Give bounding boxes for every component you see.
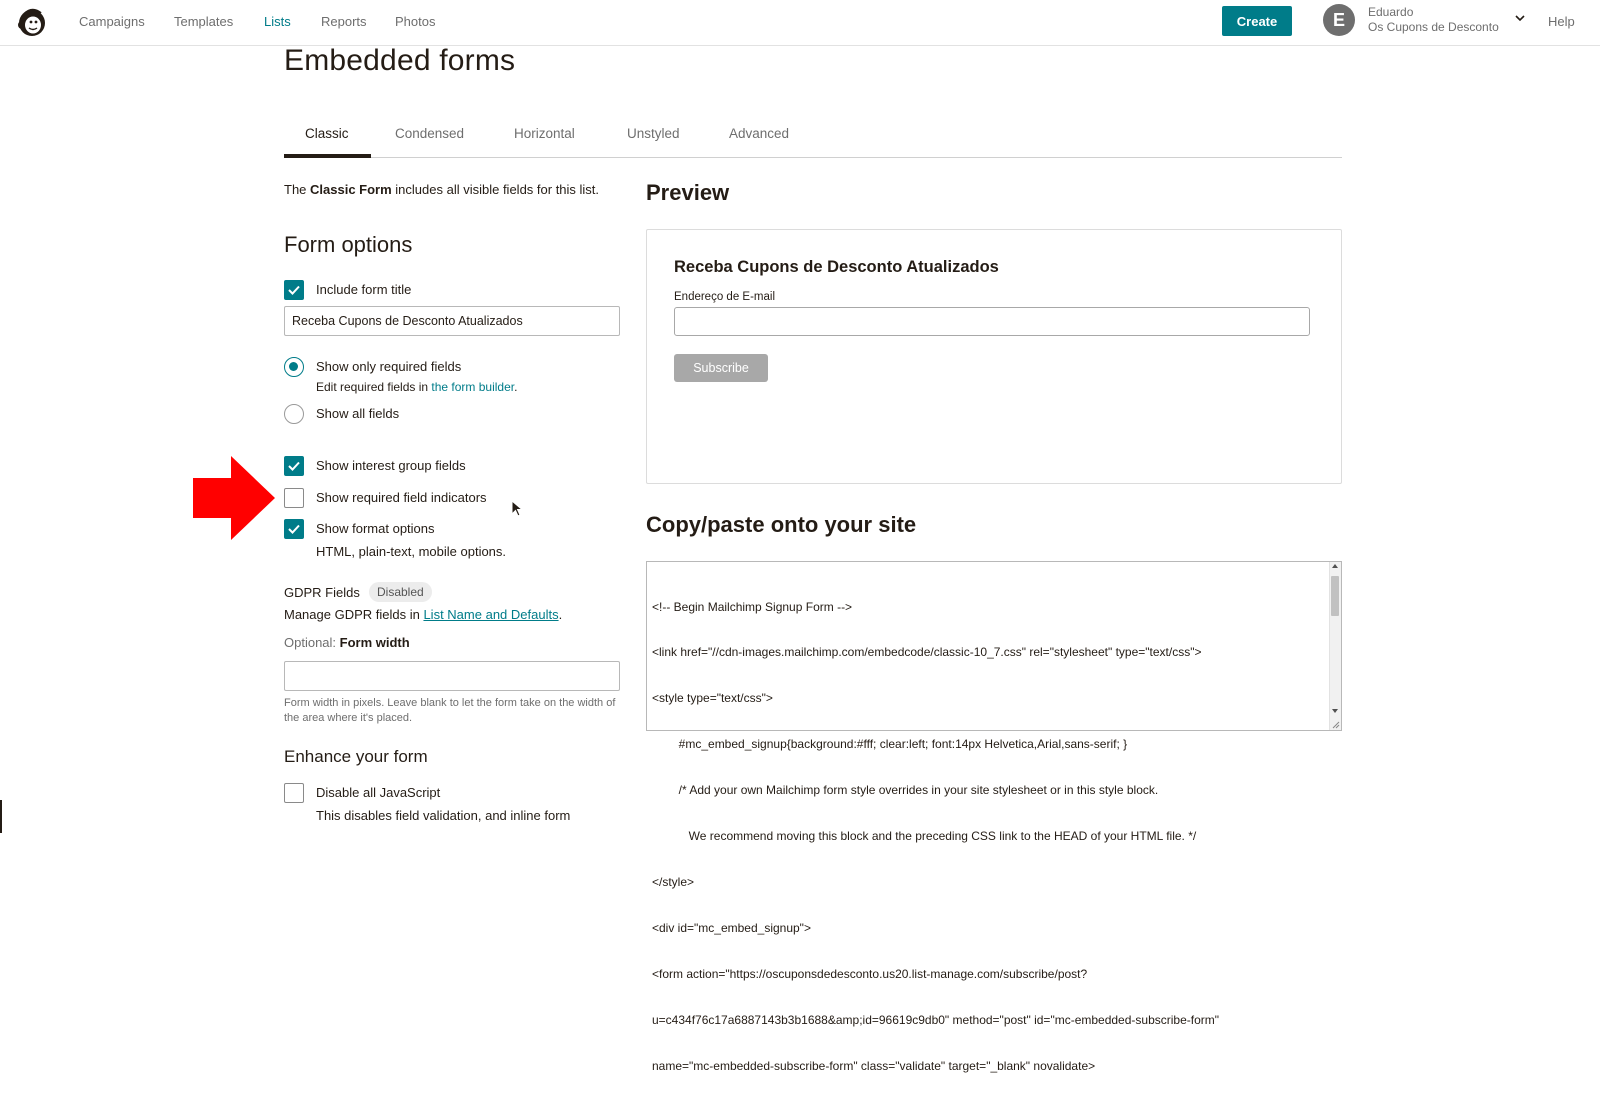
tab-unstyled[interactable]: Unstyled: [627, 126, 680, 141]
preview-email-label: Endereço de E-mail: [674, 291, 775, 303]
form-width-label: Optional: Form width: [284, 635, 410, 650]
code-line: </style>: [652, 874, 695, 889]
form-width-input[interactable]: [284, 661, 620, 691]
top-navigation: [0, 0, 1600, 46]
disable-js-checkbox[interactable]: [284, 783, 304, 803]
interest-groups-checkbox[interactable]: [284, 456, 304, 476]
list-name-defaults-link[interactable]: List Name and Defaults: [423, 607, 559, 622]
mouse-cursor-icon: [511, 500, 523, 518]
show-all-label[interactable]: Show all fields: [316, 406, 400, 421]
form-preview: [646, 229, 1342, 484]
code-scrollbar[interactable]: [1329, 562, 1341, 730]
include-title-label[interactable]: Include form title: [316, 282, 412, 297]
gdpr-label: GDPR Fields: [284, 585, 360, 600]
tab-condensed[interactable]: Condensed: [395, 126, 465, 141]
status-badge: Disabled: [369, 582, 432, 602]
nav-campaigns[interactable]: Campaigns: [79, 14, 145, 29]
embed-code[interactable]: [652, 569, 1322, 1104]
code-line: <link href="//cdn-images.mailchimp.com/embedcode/classic-10_7.css" rel="stylesheet" type="text/css">: [652, 645, 1202, 660]
format-options-checkbox[interactable]: [284, 519, 304, 539]
code-line: #mc_embed_signup{background:#fff; clear:left; font:14px Helvetica,Arial,sans-serif; }: [652, 737, 1128, 752]
code-line: <form action="https://oscuponsdedesconto.us20.list-manage.com/subscribe/post?: [652, 966, 1088, 981]
code-line: /* Add your own Mailchimp form style overrides in your site stylesheet or in this style block.: [652, 783, 1159, 798]
scroll-up-icon[interactable]: [1332, 564, 1338, 568]
mailchimp-logo-icon[interactable]: [14, 4, 50, 40]
gdpr-manage-text: Manage GDPR fields in List Name and Defaults.: [284, 607, 563, 622]
code-line: We recommend moving this block and the preceding CSS link to the HEAD of your HTML file. */: [652, 829, 1197, 844]
disable-js-note: This disables field validation, and inline form: [316, 808, 571, 823]
code-line: name="mc-embedded-subscribe-form" class="validate" target="_blank" novalidate>: [652, 1058, 1096, 1073]
nav-photos[interactable]: Photos: [395, 14, 436, 29]
page-title: Embedded forms: [284, 44, 516, 77]
form-title-input[interactable]: [284, 306, 620, 336]
red-arrow-icon: [193, 456, 277, 540]
active-tab-indicator: [284, 154, 371, 158]
interest-groups-label[interactable]: Show interest group fields: [316, 458, 466, 473]
code-line: <style type="text/css">: [652, 691, 773, 706]
tab-horizontal[interactable]: Horizontal: [514, 126, 575, 141]
preview-form-title: Receba Cupons de Desconto Atualizados: [674, 258, 999, 276]
format-options-note: HTML, plain-text, mobile options.: [316, 544, 507, 559]
form-width-hint: Form width in pixels. Leave blank to let the form take on the width of the area where it's placed.: [284, 697, 616, 724]
scroll-thumb[interactable]: [1331, 576, 1339, 616]
enhance-heading: Enhance your form: [284, 747, 428, 766]
preview-email-field[interactable]: [674, 307, 1310, 336]
preview-subscribe-button[interactable]: Subscribe: [674, 354, 768, 382]
show-required-label[interactable]: Show only required fields: [316, 359, 462, 374]
checkmark-icon: [288, 461, 300, 471]
code-line: u=c434f76c17a6887143b3b1688&amp;id=96619c9db0" method="post" id="mc-embedded-subscribe-form": [652, 1012, 1220, 1027]
show-all-radio[interactable]: [284, 404, 304, 424]
tab-advanced[interactable]: Advanced: [729, 126, 790, 141]
show-required-radio[interactable]: [284, 357, 304, 377]
avatar[interactable]: E: [1323, 4, 1355, 36]
form-type-tabs: [284, 118, 1342, 158]
window-edge: [0, 800, 2, 833]
required-indicators-label[interactable]: Show required field indicators: [316, 490, 487, 505]
embed-code-textarea[interactable]: [646, 561, 1342, 1073]
code-line: <!-- Begin Mailchimp Signup Form -->: [652, 599, 853, 614]
nav-reports[interactable]: Reports: [321, 14, 367, 29]
account-name[interactable]: Eduardo: [1368, 5, 1414, 19]
nav-lists[interactable]: Lists: [264, 14, 291, 29]
code-line: <div id="mc_embed_signup">: [652, 920, 811, 935]
form-options-heading: Form options: [284, 232, 413, 257]
resize-grip-icon[interactable]: [1330, 719, 1340, 729]
disable-js-label[interactable]: Disable all JavaScript: [316, 785, 441, 800]
preview-heading: Preview: [646, 180, 730, 205]
form-builder-link[interactable]: the form builder: [431, 380, 515, 394]
intro-text: The Classic Form includes all visible fields for this list.: [284, 182, 600, 197]
checkmark-icon: [288, 285, 300, 295]
nav-templates[interactable]: Templates: [174, 14, 234, 29]
checkmark-icon: [288, 524, 300, 534]
format-options-label[interactable]: Show format options: [316, 521, 435, 536]
account-org[interactable]: Os Cupons de Desconto: [1368, 20, 1499, 34]
help-link[interactable]: Help: [1548, 14, 1575, 29]
tab-classic[interactable]: Classic: [305, 126, 349, 141]
required-indicators-checkbox[interactable]: [284, 488, 304, 508]
show-required-note: Edit required fields in the form builder.: [316, 380, 518, 394]
chevron-down-icon[interactable]: [1514, 12, 1526, 24]
scroll-down-icon[interactable]: [1332, 709, 1338, 713]
copy-heading: Copy/paste onto your site: [646, 512, 917, 537]
include-title-checkbox[interactable]: [284, 280, 304, 300]
create-button[interactable]: Create: [1222, 6, 1292, 36]
